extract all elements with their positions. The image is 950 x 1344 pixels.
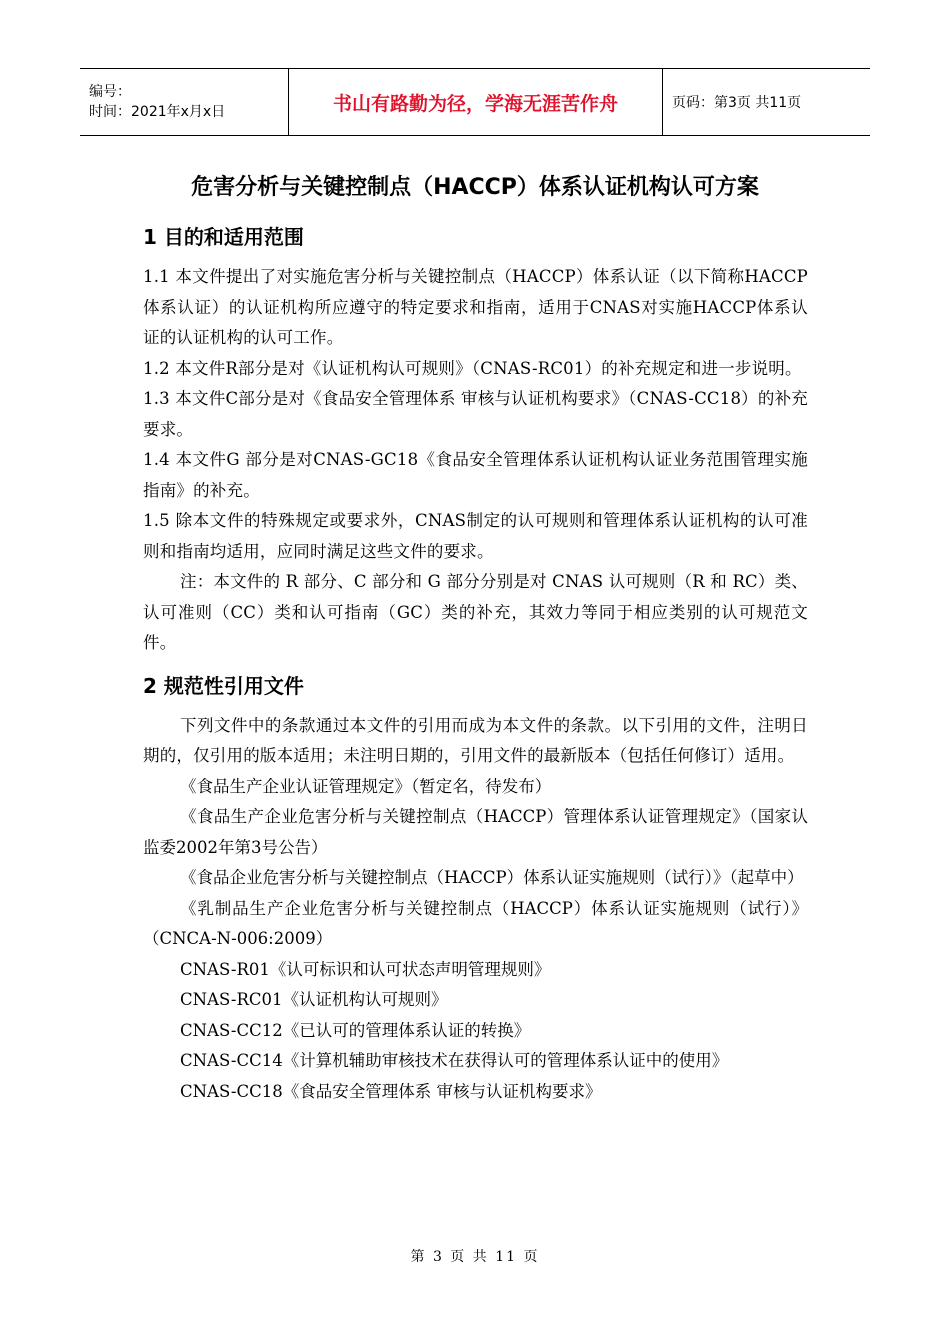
reference-item: 《乳制品生产企业危害分析与关键控制点（HACCP）体系认证实施规则（试行）》（CNCA-N-006:2009） — [143, 898, 808, 948]
paragraph-1-3: 1.3 本文件C部分是对《食品安全管理体系 审核与认证机构要求》（CNAS-CC18）的补充要求。 — [143, 389, 808, 439]
paragraph-1-2: 1.2 本文件R部分是对《认证机构认可规则》（CNAS-RC01）的补充规定和进一步说明。 — [143, 358, 802, 378]
reference-item: CNAS-CC18《食品安全管理体系 审核与认证机构要求》 — [180, 1081, 602, 1101]
page-footer: 第 3 页 共 11 页 — [410, 1249, 540, 1265]
reference-item: 《食品企业危害分析与关键控制点（HACCP）体系认证实施规则（试行）》（起草中） — [180, 868, 804, 887]
time-label: 时间：2021年x月x日 — [89, 104, 226, 120]
paragraph-1-5: 1.5 除本文件的特殊规定或要求外，CNAS制定的认可规则和管理体系认证机构的认可准则和指南均适用，应同时满足这些文件的要求。 — [143, 511, 808, 561]
reference-item: 《食品生产企业危害分析与关键控制点（HACCP）管理体系认证管理规定》（国家认监委2002年第3号公告） — [143, 807, 808, 857]
header-page-info: 页码：第3页 共11页 — [663, 69, 871, 136]
section-2-intro: 下列文件中的条款通过本文件的引用而成为本文件的条款。以下引用的文件，注明日期的，仅引用的版本适用；未注明日期的，引用文件的最新版本（包括任何修订）适用。 — [143, 715, 808, 765]
paragraph-1-4: 1.4 本文件G 部分是对CNAS-GC18《食品安全管理体系认证机构认证业务范围管理实施指南》的补充。 — [143, 450, 808, 500]
header-meta-cell — [80, 69, 289, 136]
header-table — [80, 68, 870, 136]
document-title: 危害分析与关键控制点（HACCP）体系认证机构认可方案 — [191, 175, 759, 200]
section-heading-2: 2 规范性引用文件 — [143, 673, 304, 698]
document-body — [143, 218, 808, 1107]
reference-item: CNAS-CC12《已认可的管理体系认证的转换》 — [180, 1020, 531, 1040]
reference-item: 《食品生产企业认证管理规定》（暂定名，待发布） — [180, 776, 552, 796]
reference-item: CNAS-CC14《计算机辅助审核技术在获得认可的管理体系认证中的使用》 — [180, 1051, 729, 1070]
reference-item: CNAS-R01《认可标识和认可状态声明管理规则》 — [180, 959, 551, 979]
reference-item: CNAS-RC01《认证机构认可规则》 — [180, 990, 448, 1009]
note-paragraph: 注：本文件的 R 部分、C 部分和 G 部分分别是对 CNAS 认可规则（R 和 RC）类、认可准则（CC）类和认可指南（GC）类的补充，其效力等同于相应类别的认可规范文件。 — [143, 572, 808, 652]
number-label: 编号： — [89, 84, 131, 100]
header-motto: 书山有路勤为径，学海无涯苦作舟 — [289, 69, 663, 136]
section-heading-1: 1 目的和适用范围 — [143, 225, 304, 249]
paragraph-1-1: 1.1 本文件提出了对实施危害分析与关键控制点（HACCP）体系认证（以下简称HACCP体系认证）的认证机构所应遵守的特定要求和指南，适用于CNAS对实施HACCP体系认证的认证机构的认可工作。 — [143, 267, 808, 347]
